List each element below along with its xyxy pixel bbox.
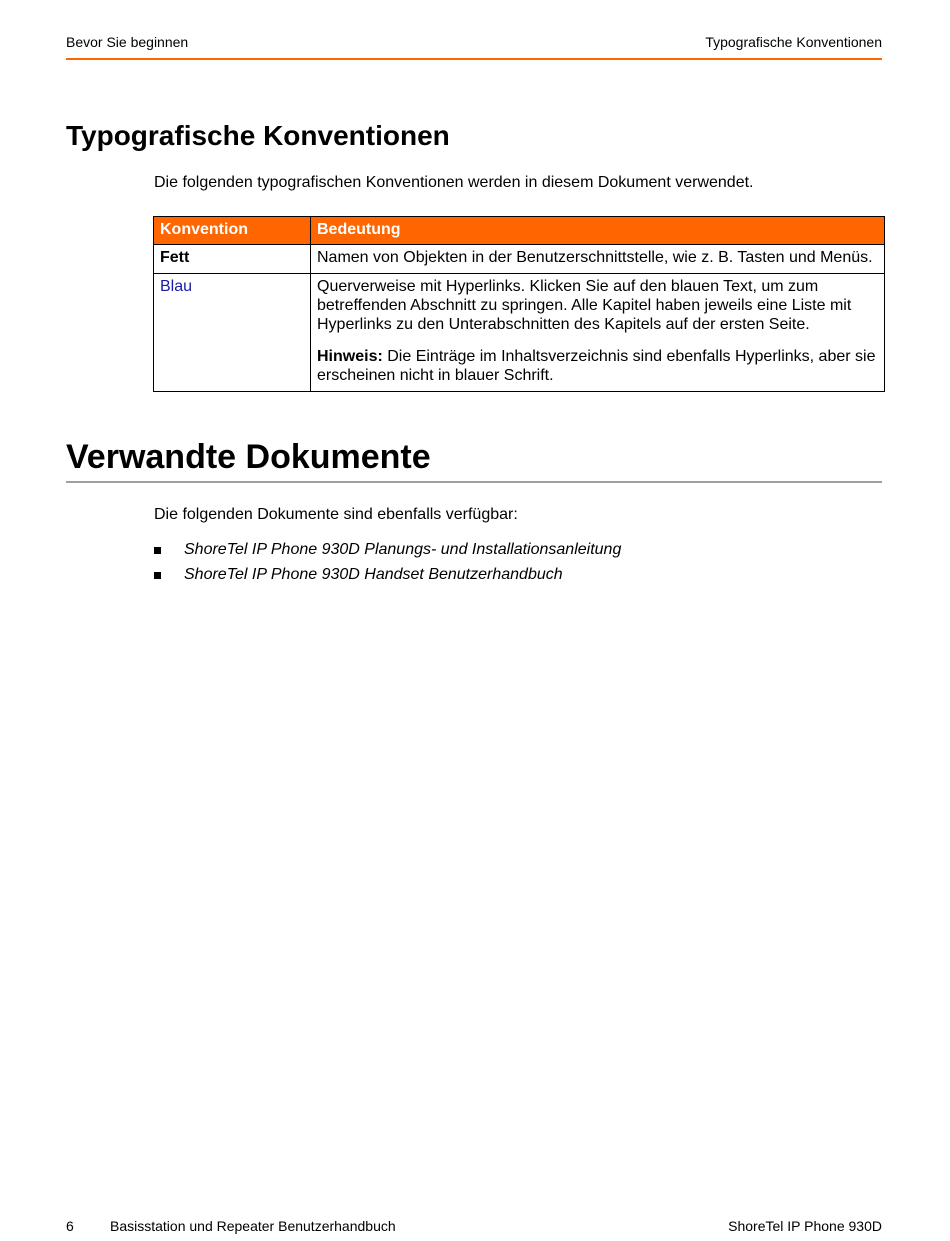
meaning-blue-cell — [311, 274, 885, 392]
header-section: Typografische Konventionen — [705, 34, 882, 50]
footer-doc-title: Basisstation und Repeater Benutzerhandbuch — [110, 1218, 396, 1234]
table-header-row — [154, 217, 885, 245]
conventions-table — [153, 216, 885, 392]
meaning-blue: Querverweise mit Hyperlinks. Klicken Sie auf den blauen Text, um zum betreffenden Abschnitt zu springen. Alle Kapitel haben jeweils eine Liste mit Hyperlinks zu den Unterabschnitten des Kapitels auf der ersten Seite. — [317, 278, 852, 333]
column-header-meaning: Bedeutung — [311, 217, 885, 245]
page-number: 6 — [66, 1218, 74, 1234]
section-title-conventions: Typografische Konventionen — [66, 120, 450, 151]
related-documents-list — [154, 541, 621, 591]
related-intro: Die folgenden Dokumente sind ebenfalls verfügbar: — [154, 506, 518, 523]
note-text: Die Einträge im Inhaltsverzeichnis sind ebenfalls Hyperlinks, aber sie erscheinen nicht in blauer Schrift. — [317, 348, 876, 384]
document-title: ShoreTel IP Phone 930D Handset Benutzerhandbuch — [184, 566, 563, 583]
document-title: ShoreTel IP Phone 930D Planungs- und Installationsanleitung — [184, 541, 622, 558]
square-bullet-icon — [154, 572, 161, 579]
table-row — [154, 274, 885, 392]
note — [317, 347, 878, 385]
table-row — [154, 245, 885, 274]
list-item — [154, 541, 621, 566]
footer-product: ShoreTel IP Phone 930D — [728, 1218, 882, 1234]
list-item — [154, 566, 621, 591]
conventions-intro: Die folgenden typografischen Konventionen werden in diesem Dokument verwendet. — [154, 174, 754, 191]
section-title-related-documents: Verwandte Dokumente — [66, 438, 882, 483]
page-header — [66, 34, 882, 60]
convention-blue: Blau — [154, 274, 311, 392]
note-label: Hinweis: — [317, 348, 383, 365]
convention-bold: Fett — [154, 245, 311, 274]
column-header-convention: Konvention — [154, 217, 311, 245]
header-chapter: Bevor Sie beginnen — [66, 34, 189, 50]
meaning-bold: Namen von Objekten in der Benutzerschnittstelle, wie z. B. Tasten und Menüs. — [311, 245, 885, 274]
square-bullet-icon — [154, 547, 161, 554]
